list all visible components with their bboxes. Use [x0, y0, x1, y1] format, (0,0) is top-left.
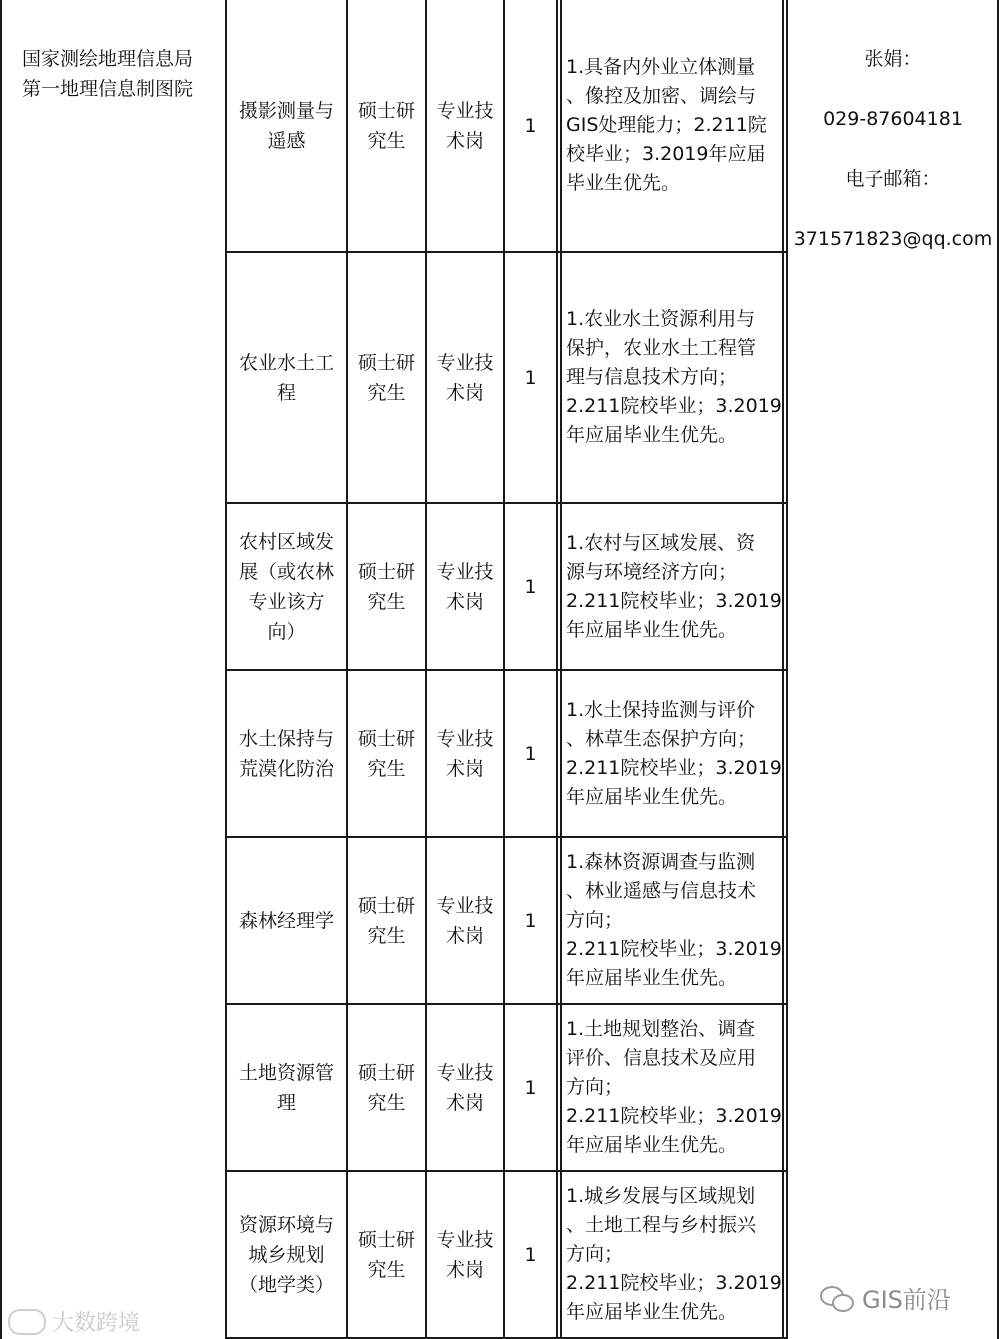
post-cell: 专业技 术岗 [436, 894, 494, 947]
wechat-icon [820, 1284, 854, 1312]
requirements-cell: 1.土地规划整治、调查 评价、信息技术及应用 方向； 2.211院校毕业；3.2019 年应届毕业生优先。 [566, 1018, 782, 1156]
degree-cell: 硕士研 究生 [357, 727, 415, 780]
watermark-left [8, 1306, 140, 1337]
requirements-cell: 1.农村与区域发展、资 源与环境经济方向； 2.211院校毕业；3.2019 年应届毕业生优先。 [566, 531, 782, 641]
contact-person: 张娟： [864, 48, 922, 70]
degree-cell: 硕士研 究生 [357, 894, 415, 947]
count-cell: 1 [524, 575, 537, 598]
contact-info [786, 14, 1000, 284]
post-cell: 专业技 术岗 [436, 351, 494, 404]
post-cell: 专业技 术岗 [436, 560, 494, 613]
major-cell: 土地资源管 理 [238, 1061, 334, 1114]
contact-phone: 029-87604181 [823, 108, 963, 130]
count-cell: 1 [524, 742, 537, 765]
requirements-cell: 1.城乡发展与区域规划 、土地工程与乡村振兴 方向； 2.211院校毕业；3.2019 年应届毕业生优先。 [566, 1185, 782, 1323]
degree-cell: 硕士研 究生 [357, 560, 415, 613]
watermark-left-text: 大数跨境 [52, 1311, 141, 1336]
link-icon [8, 1309, 46, 1335]
count-cell: 1 [524, 1243, 537, 1266]
watermark-right-text: GIS前沿 [862, 1286, 951, 1314]
watermark-right [820, 1280, 951, 1315]
degree-cell: 硕士研 究生 [357, 351, 415, 404]
degree-cell: 硕士研 究生 [357, 1228, 415, 1281]
major-cell: 摄影测量与 遥感 [238, 99, 334, 152]
count-cell: 1 [524, 1076, 537, 1099]
count-cell: 1 [524, 909, 537, 932]
requirements-cell: 1.水土保持监测与评价 、林草生态保护方向； 2.211院校毕业；3.2019 年应届毕业生优先。 [566, 698, 782, 808]
post-cell: 专业技 术岗 [436, 727, 494, 780]
post-cell: 专业技 术岗 [436, 1228, 494, 1281]
degree-cell: 硕士研 究生 [357, 1061, 415, 1114]
major-cell: 森林经理学 [238, 909, 334, 932]
count-cell: 1 [524, 114, 537, 137]
major-cell: 水土保持与 荒漠化防治 [238, 727, 334, 780]
degree-cell: 硕士研 究生 [357, 99, 415, 152]
contact-email: 371571823@qq.com [793, 228, 993, 250]
major-cell: 资源环境与 城乡规划 （地学类） [238, 1213, 334, 1296]
post-cell: 专业技 术岗 [436, 1061, 494, 1114]
major-cell: 农业水土工 程 [238, 351, 334, 404]
requirements-cell: 1.具备内外业立体测量 、像控及加密、调绘与 GIS处理能力；2.211院 校毕业；3.2019年应届 毕业生优先。 [566, 56, 767, 194]
major-cell: 农村区域发 展（或农林 专业该方 向） [238, 530, 334, 643]
post-cell: 专业技 术岗 [436, 99, 494, 152]
table-border-left [0, 0, 2, 1339]
requirements-cell: 1.森林资源调查与监测 、林业遥感与信息技术 方向； 2.211院校毕业；3.2019 年应届毕业生优先。 [566, 851, 782, 989]
organization-name: 国家测绘地理信息局 第一地理信息制图院 [22, 48, 194, 100]
count-cell: 1 [524, 366, 537, 389]
contact-email-label: 电子邮箱： [845, 168, 941, 190]
requirements-cell: 1.农业水土资源利用与 保护，农业水土工程管 理与信息技术方向； 2.211院校毕业；3.2019 年应届毕业生优先。 [566, 308, 782, 446]
